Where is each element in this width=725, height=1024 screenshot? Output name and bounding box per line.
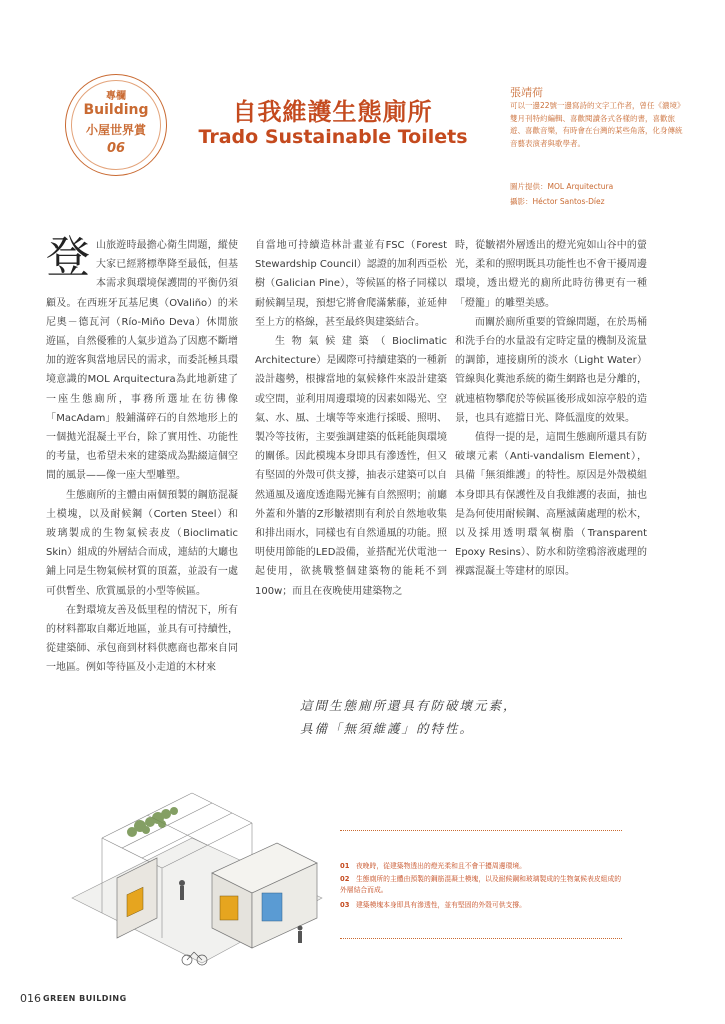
author-name: 張靖荷 <box>510 86 543 99</box>
toilet-axonometric-illustration <box>62 778 332 973</box>
author-bio: 可以一邊22號一邊寫詩的文字工作者，曾任《濃境》雙月刊特約編輯、喜歡閱讀各式各樣的書，喜歡旅遊、喜歡音樂，有時會在台灣的某些角落，化身傳統音藝表演者與歌學者。 <box>510 101 685 148</box>
column-badge <box>65 74 167 176</box>
body-column-3 <box>455 236 647 582</box>
photo-credit: 圖片提供：MOL Arquitectura <box>510 182 614 191</box>
caption-box <box>340 830 622 938</box>
badge-column-label: 專欄 <box>106 91 126 102</box>
body-paragraph: 而關於廁所重要的管線問題，在於馬桶和洗手台的水量設有定時定量的機制及流量的調節，連接廁所的淡水（Light Water）管線與化糞池系統的衛生網路也是分離的，就連植物攀爬於等候區後形成如涼亭般的造景，也具有遮擋日光、降低溫度的效果。 <box>455 316 647 424</box>
body-paragraph: 生物氣候建築（Bioclimatic Architecture）是國際可持續建築的一種新設計趨勢，根據當地的氣候條件來設計建築或空間，並利用周邊環境的因素如陽光、空氣、水、風、土壤等等來進行採暖、照明、製冷等技術，主要強調建築的低耗能與環境的關係。因此模塊本身即具有滲透性，但又有堅固的外殼可供支撐，抽表示建築可以自然通風及適度透進陽光擁有自然照明；前廳外蓋和外牆的Z形皺褶則有利於自然地收集和排出雨水，同樣也有自然通風的功能。照明使用節能的LED設備，並搭配光伏電池一起使用，欲挑戰整個建築物的能耗不到100w；而且在夜晚使用建築物之 <box>255 336 447 597</box>
badge-number: 06 <box>106 141 126 156</box>
body-paragraph: 值得一提的是，這間生態廁所還具有防破壞元素（Anti-vandalism Element），具備「無須維護」的特性。原因是外殼模組本身即具有保護性及自我維護的表面，抽也是為何使用耐候鋼、高壓滅菌處理的松木，以及採用透明環氧樹脂（Transparent Epoxy Resins）、防水和防塗鴉溶液處理的裸露混凝土等建材的原因。 <box>455 432 647 578</box>
pull-quote-line-2: 具備「無須維護」的特性。 <box>300 721 475 736</box>
body-paragraph: 時，從皺褶外層透出的燈光宛如山谷中的螢光，柔和的照明既具功能性也不會干擾周邊環境，透出燈光的廁所此時彷彿更有一種「燈籠」的雕塑美感。 <box>455 240 647 309</box>
photographer-credit: 攝影：Héctor Santos-Díez <box>510 197 605 206</box>
badge-title-en: Building <box>83 102 149 118</box>
body-paragraph: 在對環境友善及低里程的情況下，所有的材料都取自鄰近地區，並具有可持續性，從建築師、承包商到材料供應商也都來自同一地區。例如等待區及小走道的木材來 <box>46 604 238 674</box>
caption-item: 01 夜晚時，從建築物透出的燈光柔和且不會干擾周邊環境。 <box>340 862 526 870</box>
badge-title-zh: 小屋世界賞 <box>85 123 146 137</box>
caption-item: 03 建築模塊本身即具有滲透性，並有堅固的外殼可供支撐。 <box>340 901 526 909</box>
body-paragraph: 生態廁所的主體由兩個預製的鋼筋混凝土模塊，以及耐候鋼（Corten Steel）和玻璃製成的生物氣候表皮（Bioclimatic Skin）組成的外層結合而成，連結的大廳也鋪上同是生物氣候材質的頂蓋，並設有一處可供暫坐、欣賞風景的小型等候區。 <box>46 489 238 597</box>
page-number: 016 <box>20 992 41 1005</box>
drop-cap: 登 <box>46 232 90 283</box>
article-title-en: Trado Sustainable Toilets <box>198 126 468 148</box>
pull-quote-line-1: 這間生態廁所還具有防破壞元素， <box>300 698 518 713</box>
body-column-2 <box>255 236 447 601</box>
caption-divider-top <box>340 830 622 831</box>
caption-item: 02 生態廁所的主體由預製的鋼筋混凝土模塊，以及耐候鋼和玻璃製成的生物氣候表皮組成的外層結合而成。 <box>340 875 622 894</box>
body-paragraph: 登山旅遊時最擔心衛生問題，縱使大家已經將標準降至最低，但基本需求與環境保護間的平衡仍須顧及。在西班牙瓦基尼奧（OValiño）的米尼奧－德瓦河（Río-Miño Deva）休閒旅遊區，自然優雅的人氣步道為了因應不斷增加的遊客與當地居民的需求，而委託極具環境意識的MOL Arquitectura為此地新建了一座生態廁所，事務所選址在彷彿像「MacAdam」般鋪滿碎石的自然地形上的一個拋光混凝土平台，除了實用性、功能性的考量，也希望未來的建築成為點綴這個空間的風景——像一座大型雕塑。 <box>46 232 238 482</box>
body-paragraph: 自當地可持續造林計畫並有FSC（Forest Stewardship Council）認證的加利西亞松樹（Galician Pine），等候區的格子同樣以耐候鋼呈現，預想它將會爬滿紫藤，並延伸至上方的格線，甚至最終與建築結合。 <box>255 240 447 328</box>
magazine-name: GREEN BUILDING <box>43 994 127 1003</box>
caption-divider-bottom <box>340 938 622 939</box>
article-title-zh: 自我維護生態廁所 <box>232 98 433 126</box>
body-column-1 <box>46 232 238 678</box>
